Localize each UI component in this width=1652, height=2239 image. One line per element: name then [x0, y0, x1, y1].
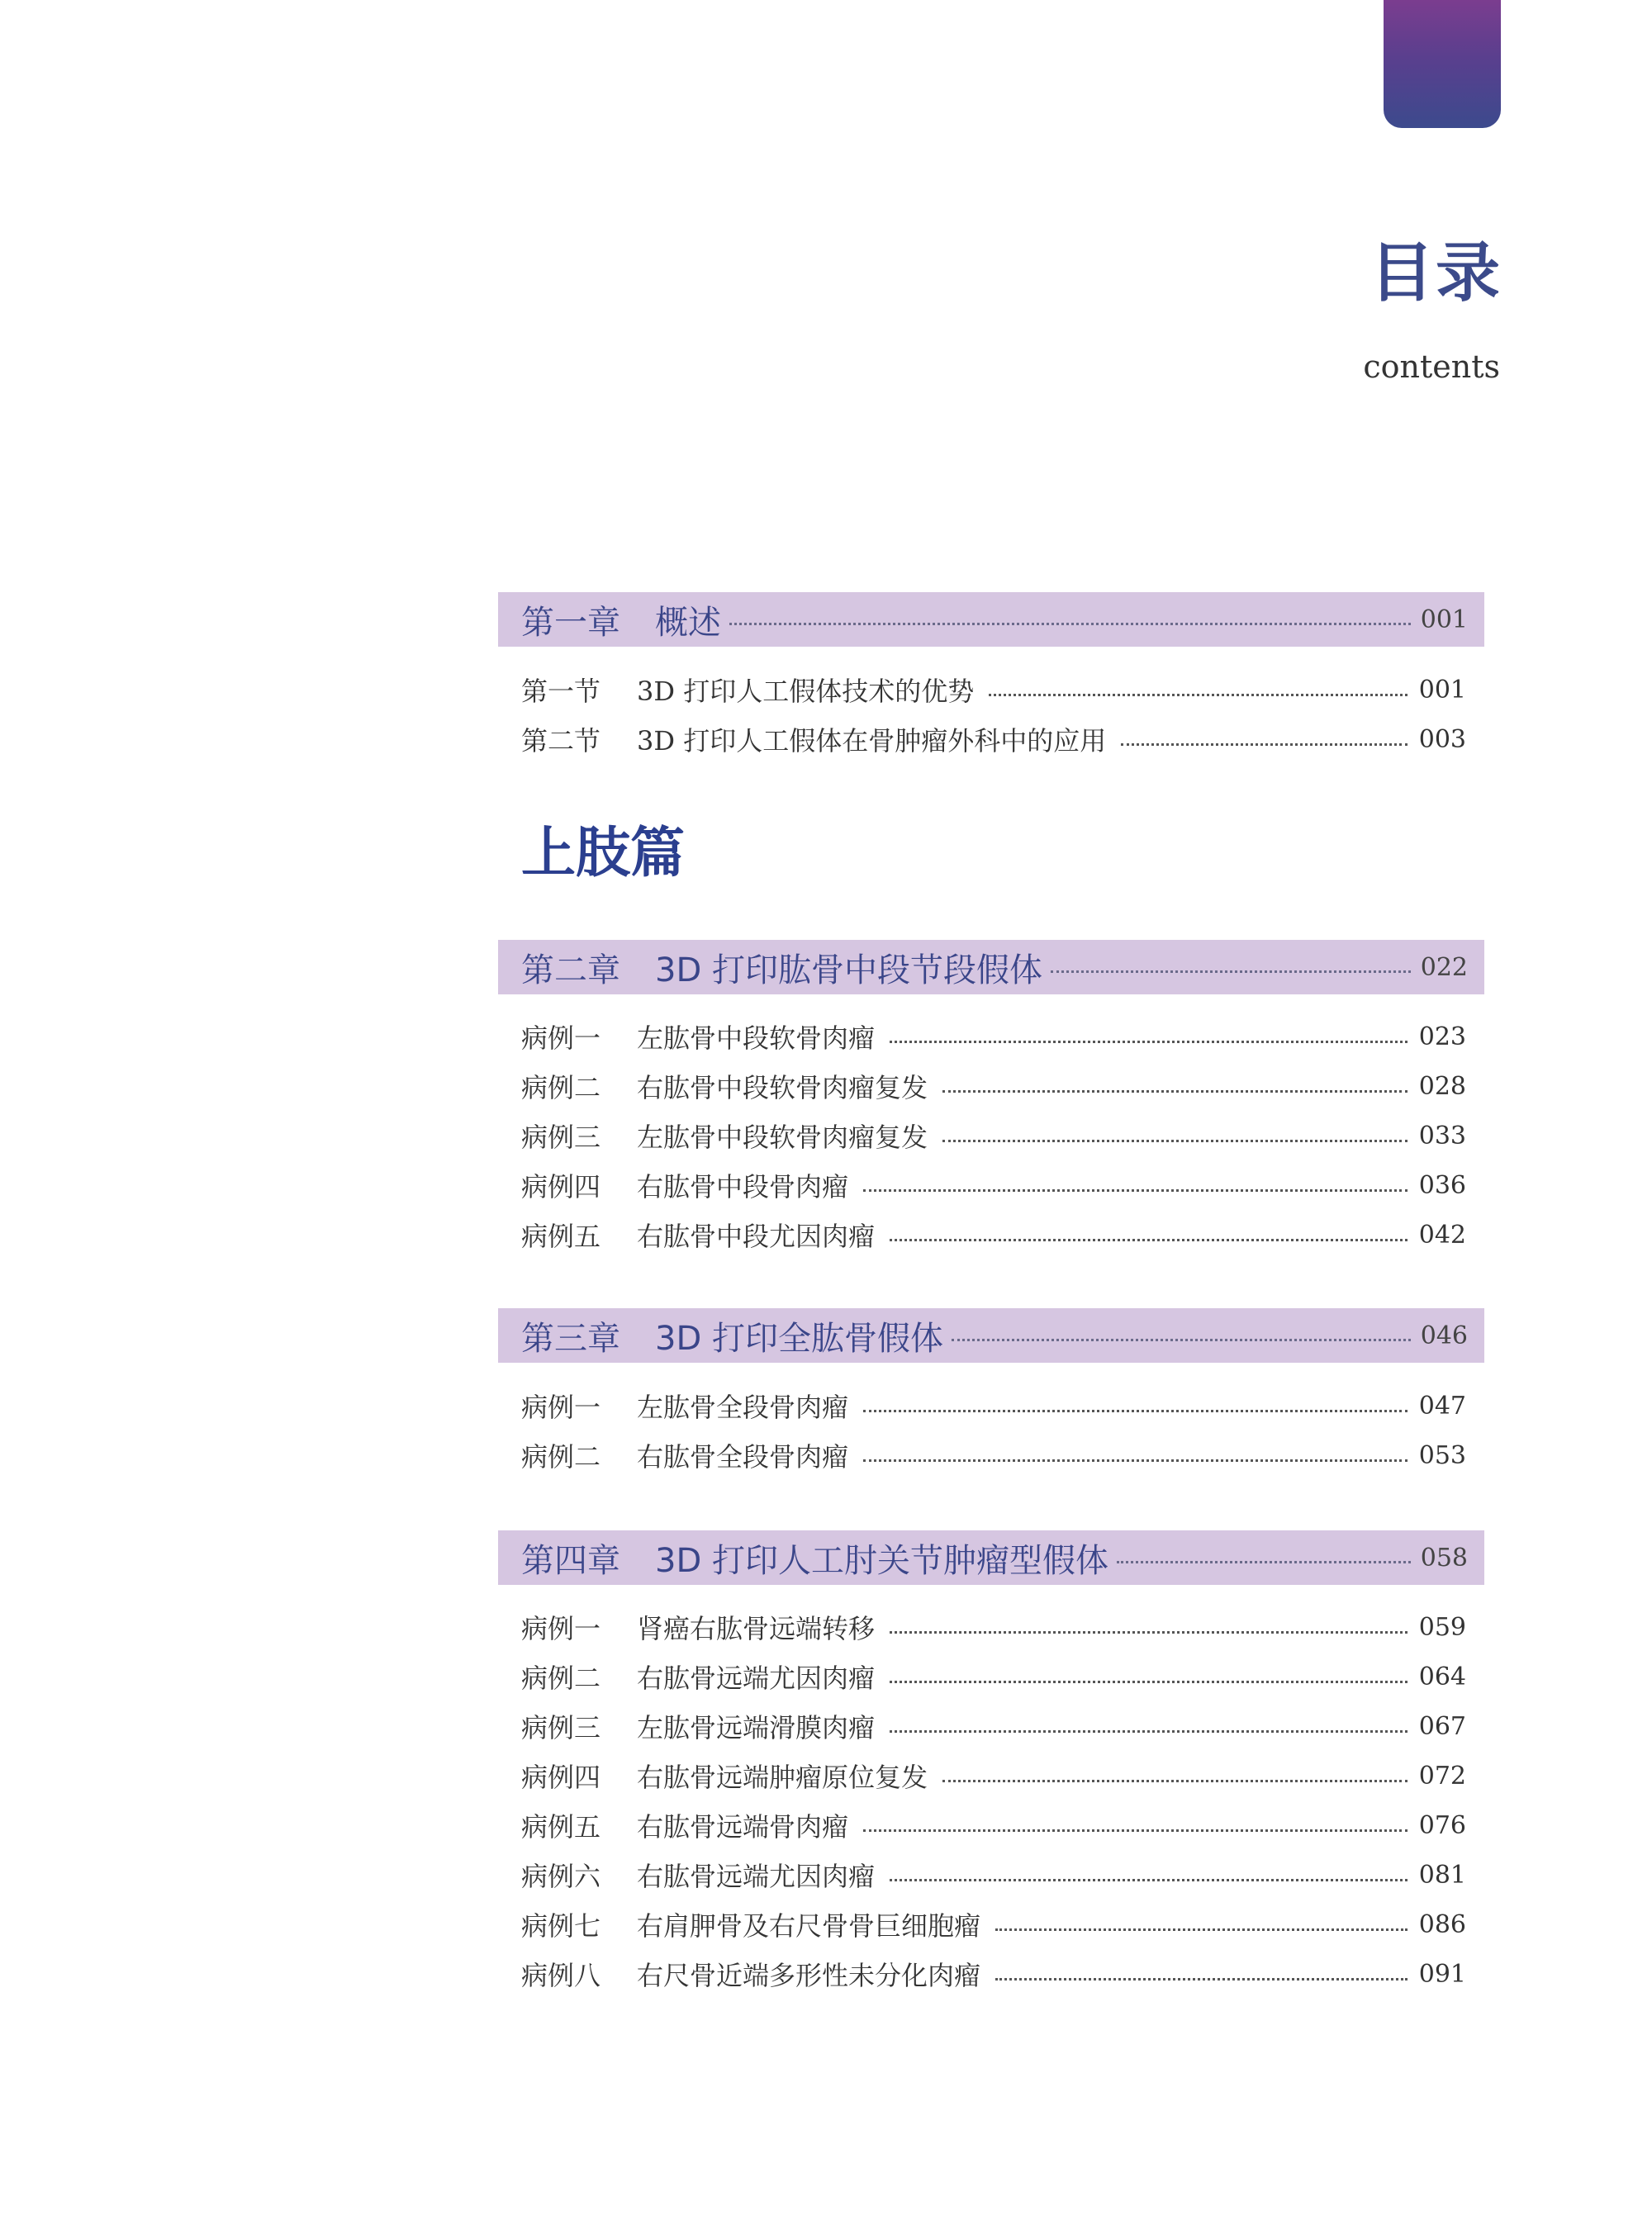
toc-entry[interactable] — [521, 1755, 1466, 1796]
entry-label: 病例四 — [521, 1762, 601, 1793]
chapter-heading-2[interactable] — [498, 940, 1484, 994]
entry-title: 左肱骨远端滑膜肉瘤 — [637, 1712, 876, 1743]
chapter-title: 3D 打印人工肘关节肿瘤型假体 — [655, 1541, 1108, 1580]
dot-leader — [863, 1459, 1408, 1462]
chapter-number: 第一章 — [521, 603, 620, 642]
page-number: 001 — [1420, 605, 1468, 634]
dot-leader — [1051, 970, 1411, 973]
toc-entry[interactable] — [521, 1165, 1466, 1206]
page-number: 059 — [1418, 1612, 1466, 1642]
page-subtitle: contents — [1363, 349, 1500, 385]
chapter-title: 3D 打印全肱骨假体 — [655, 1319, 943, 1358]
entry-title: 左肱骨中段软骨肉瘤复发 — [637, 1122, 928, 1153]
toc-entry[interactable] — [521, 1214, 1466, 1255]
entry-label: 病例二 — [521, 1441, 601, 1473]
page-number: 042 — [1418, 1220, 1466, 1250]
toc-entry[interactable] — [521, 1854, 1466, 1895]
entry-title: 左肱骨中段软骨肉瘤 — [637, 1022, 876, 1054]
entry-title: 右肱骨中段软骨肉瘤复发 — [637, 1072, 928, 1103]
entry-title: 肾癌右肱骨远端转移 — [637, 1613, 876, 1644]
entry-label: 病例四 — [521, 1171, 601, 1203]
page-number: 033 — [1418, 1121, 1466, 1150]
page-number: 003 — [1418, 724, 1466, 754]
entry-label: 病例一 — [521, 1022, 601, 1054]
entry-label: 病例三 — [521, 1712, 601, 1743]
entry-title: 3D 打印人工假体技术的优势 — [637, 676, 975, 707]
page-number: 064 — [1418, 1662, 1466, 1691]
dot-leader — [942, 1780, 1408, 1782]
page-number: 091 — [1418, 1959, 1466, 1989]
entry-title: 右肱骨远端尤因肉瘤 — [637, 1861, 876, 1892]
page-number: 067 — [1418, 1711, 1466, 1741]
dot-leader — [890, 1239, 1408, 1241]
entry-title: 右肱骨中段骨肉瘤 — [637, 1171, 849, 1203]
toc-entry[interactable] — [521, 1606, 1466, 1648]
toc-entry[interactable] — [521, 719, 1466, 760]
entry-label: 病例三 — [521, 1122, 601, 1153]
dot-leader — [863, 1829, 1408, 1832]
part-title: 上肢篇 — [521, 821, 685, 885]
toc-entry[interactable] — [521, 1385, 1466, 1426]
toc-entry[interactable] — [521, 1065, 1466, 1107]
toc-entry[interactable] — [521, 1016, 1466, 1057]
toc-entry[interactable] — [521, 1705, 1466, 1747]
toc-entry[interactable] — [521, 1115, 1466, 1156]
entry-label: 病例二 — [521, 1072, 601, 1103]
chapter-heading-1[interactable] — [498, 592, 1484, 647]
page-number: 076 — [1418, 1810, 1466, 1840]
entry-label: 病例七 — [521, 1910, 601, 1942]
entry-title: 右肱骨中段尤因肉瘤 — [637, 1221, 876, 1252]
dot-leader — [890, 1041, 1408, 1043]
entry-label: 病例五 — [521, 1811, 601, 1843]
page-number: 047 — [1418, 1391, 1466, 1421]
chapter-number: 第二章 — [521, 951, 620, 989]
toc-entry[interactable] — [521, 669, 1466, 710]
page-number: 086 — [1418, 1909, 1466, 1939]
entry-title: 右肱骨全段骨肉瘤 — [637, 1441, 849, 1473]
dot-leader — [863, 1189, 1408, 1192]
toc-entry[interactable] — [521, 1435, 1466, 1476]
entry-title: 右肩胛骨及右尺骨骨巨细胞瘤 — [637, 1910, 981, 1942]
toc-entry[interactable] — [521, 1953, 1466, 1995]
dot-leader — [942, 1090, 1408, 1093]
toc-entry[interactable] — [521, 1805, 1466, 1846]
page-number: 081 — [1418, 1860, 1466, 1890]
entry-label: 第二节 — [521, 725, 601, 757]
entry-title: 右肱骨远端骨肉瘤 — [637, 1811, 849, 1843]
dot-leader — [989, 694, 1408, 696]
page-number: 046 — [1420, 1321, 1468, 1350]
page-number: 058 — [1420, 1543, 1468, 1573]
entry-title: 右肱骨远端尤因肉瘤 — [637, 1663, 876, 1694]
dot-leader — [863, 1410, 1408, 1412]
dot-leader — [995, 1978, 1408, 1980]
chapter-number: 第三章 — [521, 1319, 620, 1358]
page-number: 053 — [1418, 1440, 1466, 1470]
dot-leader — [942, 1140, 1408, 1142]
entry-label: 病例二 — [521, 1663, 601, 1694]
page-number: 001 — [1418, 675, 1466, 704]
page-number: 022 — [1420, 952, 1468, 982]
page-number: 023 — [1418, 1022, 1466, 1051]
toc-entry[interactable] — [521, 1656, 1466, 1697]
entry-label: 病例一 — [521, 1392, 601, 1423]
dot-leader — [729, 623, 1411, 625]
entry-label: 病例八 — [521, 1960, 601, 1991]
entry-label: 病例五 — [521, 1221, 601, 1252]
entry-label: 第一节 — [521, 676, 601, 707]
dot-leader — [1121, 743, 1408, 746]
entry-label: 病例一 — [521, 1613, 601, 1644]
dot-leader — [952, 1339, 1411, 1341]
chapter-heading-4[interactable] — [498, 1530, 1484, 1585]
dot-leader — [890, 1879, 1408, 1881]
entry-title: 3D 打印人工假体在骨肿瘤外科中的应用 — [637, 725, 1107, 757]
dot-leader — [890, 1730, 1408, 1733]
dot-leader — [890, 1681, 1408, 1683]
toc-entry[interactable] — [521, 1904, 1466, 1945]
page-number: 028 — [1418, 1071, 1466, 1101]
chapter-heading-3[interactable] — [498, 1308, 1484, 1363]
entry-title: 右肱骨远端肿瘤原位复发 — [637, 1762, 928, 1793]
dot-leader — [995, 1928, 1408, 1931]
entry-title: 左肱骨全段骨肉瘤 — [637, 1392, 849, 1423]
chapter-title: 3D 打印肱骨中段节段假体 — [655, 951, 1042, 989]
dot-leader — [1117, 1561, 1411, 1563]
entry-title: 右尺骨近端多形性未分化肉瘤 — [637, 1960, 981, 1991]
page-number: 072 — [1418, 1761, 1466, 1791]
corner-tab — [1384, 0, 1501, 128]
dot-leader — [890, 1631, 1408, 1634]
chapter-number: 第四章 — [521, 1541, 620, 1580]
chapter-title: 概述 — [655, 603, 721, 642]
entry-label: 病例六 — [521, 1861, 601, 1892]
page-title: 目录 — [1369, 236, 1502, 311]
page-number: 036 — [1418, 1170, 1466, 1200]
